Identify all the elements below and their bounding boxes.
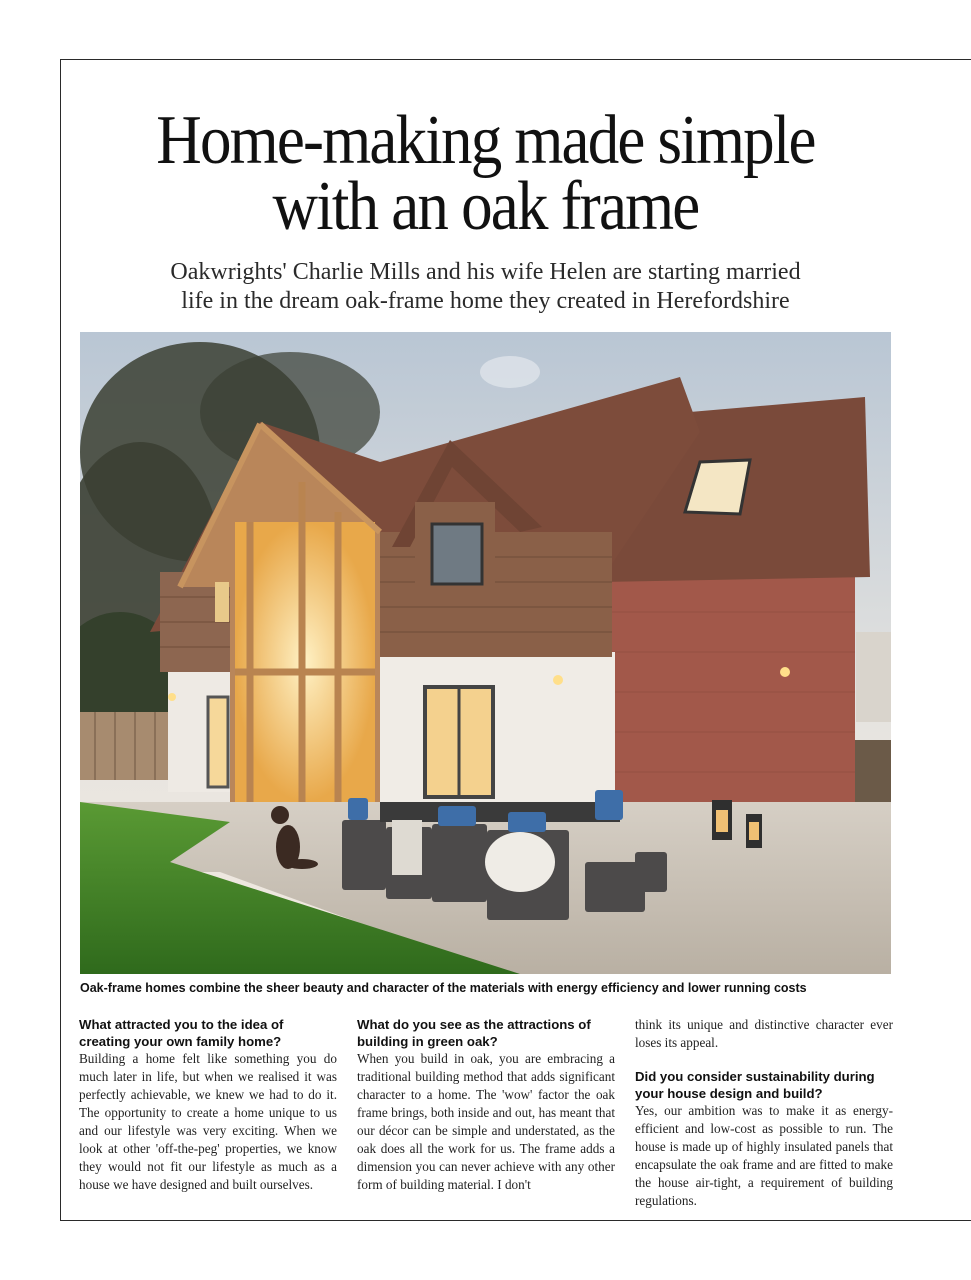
question-2: What do you see as the attractions of building in green oak?	[357, 1017, 591, 1049]
column-1	[79, 1016, 337, 1194]
headline-line-1: Home-making made simple	[156, 102, 815, 179]
question-1: What attracted you to the idea of creating your own family home?	[79, 1017, 284, 1049]
neighbour-house	[856, 632, 891, 722]
answer-2: When you build in oak, you are embracing a traditional building method that adds significant character to a home. The 'wow' factor the oak frame brings, both inside and out, has meant that our décor can be simple and understated, as the oak does all the work for us. The frame adds a dimension you can never achieve with any other form of building material. I don't	[357, 1051, 615, 1192]
answer-1: Building a home felt like something you do much later in life, but when we realised it was perfectly achievable, we knew we had to do it. The opportunity to create a home unique to us and our lifestyle was very exciting. When we look at other 'off-the-peg' properties, we know they would not fit our lifestyle as much as a house we have designed and built ourselves.	[79, 1051, 337, 1192]
cladding-centre	[380, 532, 612, 657]
side-window	[215, 582, 229, 622]
answer-3: Yes, our ambition was to make it as energy-efficient and low-cost as possible to run. The house is made up of highly insulated panels that encapsulate the oak frame and are fitted to make the house air-tight, a requirement of building regulations.	[635, 1103, 893, 1208]
answer-2-continuation: think its unique and distinctive character ever loses its appeal.	[635, 1017, 893, 1050]
house-photo	[80, 332, 891, 974]
question-3: Did you consider sustainability during your house design and build?	[635, 1069, 875, 1101]
wall-light-2	[780, 667, 790, 677]
headline-line-2: with an oak frame	[272, 168, 699, 245]
column-2	[357, 1016, 615, 1194]
standfirst	[80, 258, 891, 316]
house-illustration	[80, 332, 891, 974]
photo-caption: Oak-frame homes combine the sheer beauty and character of the materials with energy efficiency and lower running costs	[80, 981, 807, 995]
wall-light-1	[553, 675, 563, 685]
dormer-window	[432, 524, 482, 584]
wall-light-3	[168, 693, 176, 701]
standfirst-line-2: life in the dream oak-frame home they created in Herefordshire	[181, 288, 790, 314]
cloud	[480, 356, 540, 388]
left-door	[208, 697, 228, 787]
headline	[121, 102, 851, 245]
column-3	[635, 1016, 893, 1210]
ground-floor-centre	[380, 652, 615, 802]
standfirst-line-1: Oakwrights' Charlie Mills and his wife Helen are starting married	[170, 259, 801, 285]
